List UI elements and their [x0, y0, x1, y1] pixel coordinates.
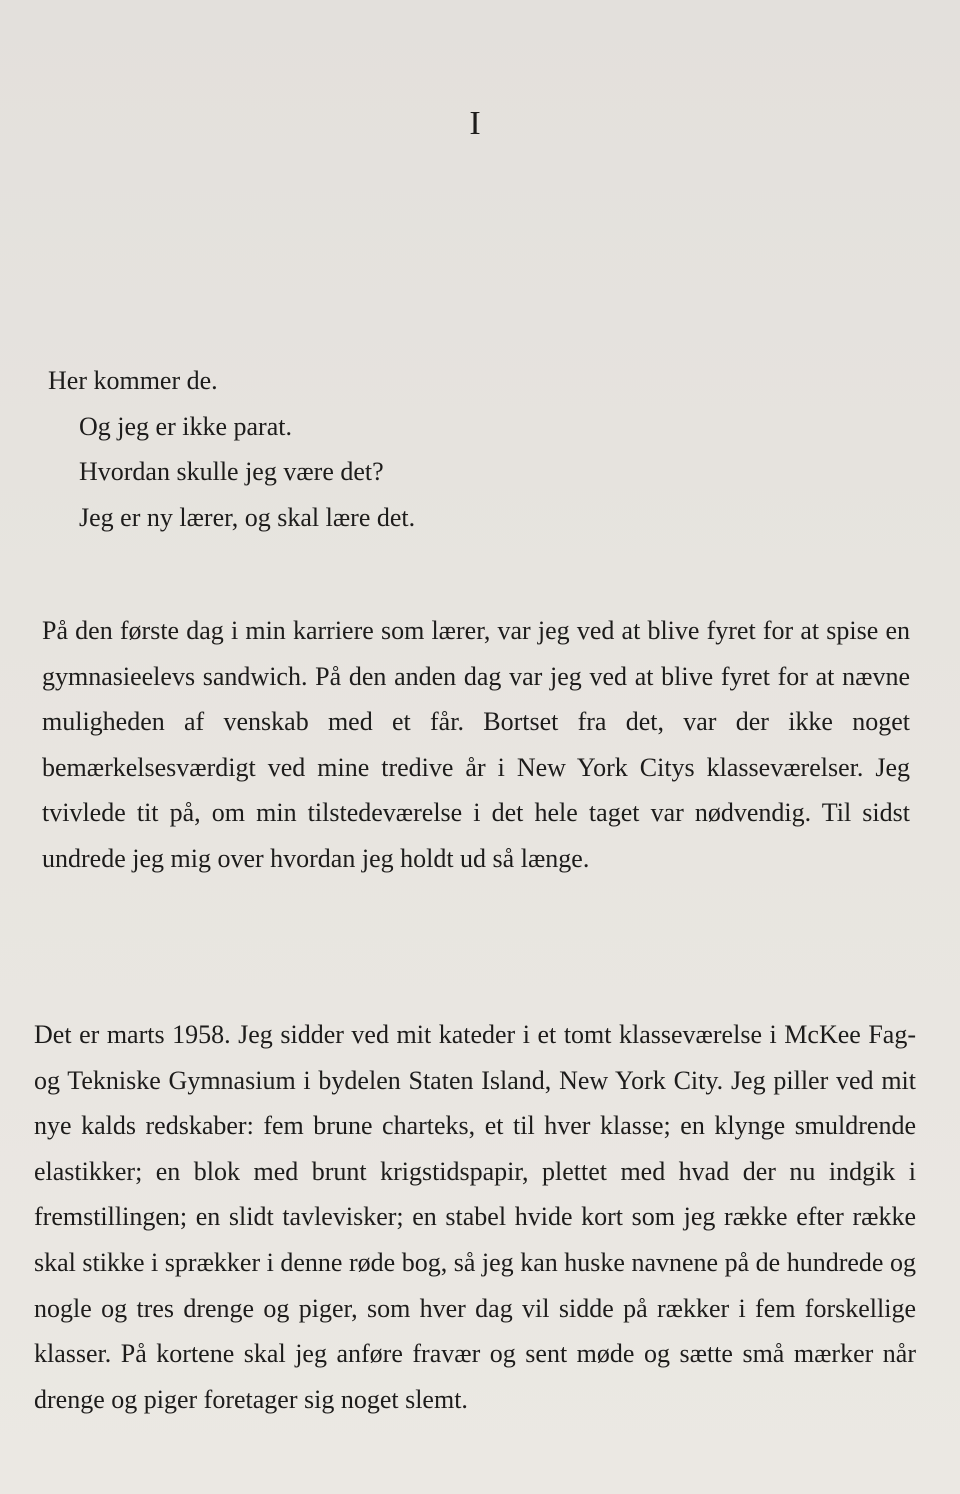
opening-verse: [48, 358, 908, 540]
body-paragraph: Det er marts 1958. Jeg sidder ved mit kateder i et tomt klasseværelse i McKee Fag- og Tekniske Gymnasium i bydelen Staten Island, New York City. Jeg piller ved mit nye kalds redskaber: fem brune charteks, et til hver klasse; en klynge smuldrende elastikker; en blok med brunt krigstidspapir, plettet med hvad der nu indgik i fremstillingen; en slidt tavlevisker; en stabel hvide kort som jeg række efter række skal stikke i sprækker i denne røde bog, så jeg kan huske navnene på de hundrede og nogle og tres drenge og piger, som hver dag vil sidde på rækker i fem forskellige klasser. På kortene skal jeg anføre fravær og sent møde og sætte små mærker når drenge og piger foretager sig noget slemt.: [34, 1020, 916, 1414]
verse-line: Jeg er ny lærer, og skal lære det.: [79, 502, 416, 532]
chapter-number: I: [469, 105, 481, 142]
body-paragraph: På den første dag i min karriere som lærer, var jeg ved at blive fyret for at spise en gymnasieelevs sandwich. På den anden dag var jeg ved at blive fyret for at nævne muligheden af venskab med et får. Bortset fra det, var der ikke noget bemærkelsesværdigt ved mine tredive år i New York Citys klasseværelser. Jeg tvivlede tit på, om min tilstedeværelse i det hele taget var nødvendig. Til sidst undrede jeg mig over hvordan jeg holdt ud så længe.: [42, 616, 910, 873]
verse-line: Hvordan skulle jeg være det?: [79, 457, 384, 487]
verse-line: Her kommer de.: [48, 366, 218, 395]
verse-line: Og jeg er ikke parat.: [79, 411, 292, 441]
